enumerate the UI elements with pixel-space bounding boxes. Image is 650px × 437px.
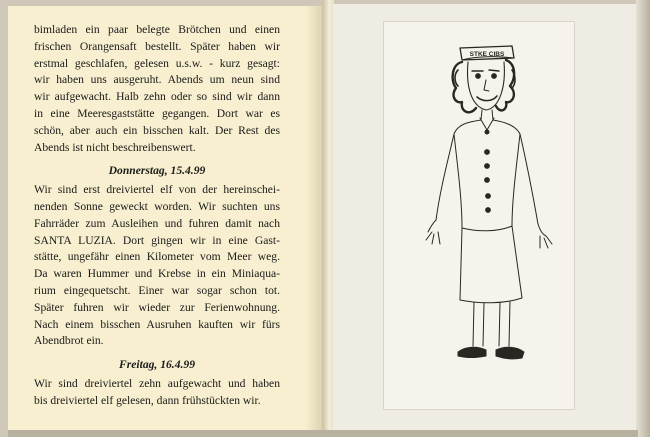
text-line: bis dreiviertel elf gelesen, dann frühstückten wir. xyxy=(34,393,261,407)
entry-date-heading: Donnerstag, 15.4.99 xyxy=(108,164,206,178)
text-line: Wir sind erst dreiviertel elf von der hereinschei- xyxy=(34,183,280,197)
text-line: SANTA LUZIA. Dort gingen wir in eine Gast- xyxy=(34,233,280,247)
text-line: bimladen ein paar belegte Brötchen und einen xyxy=(34,23,280,36)
text-line: Nach einem bisschen Ausruhen kauften wir fürs xyxy=(34,317,280,331)
text-line: nenden Sonne geweckt worden. Wir suchten uns xyxy=(34,199,280,213)
text-line: wir haben uns ausgeruht. Abends um neun sind xyxy=(34,73,280,87)
text-line: frischen Orangensaft bestellt. Später haben wir xyxy=(34,39,280,53)
text-line: erstmal geschlafen, gelesen u.s.w. - kurz gesagt: xyxy=(34,56,280,70)
cap-label: STKE CIBS xyxy=(469,51,505,58)
text-line: Fahrräder zum Ausleihen und fuhren damit nach xyxy=(34,216,280,230)
text-line: Später fuhren wir wieder zur Ferienwohnung. xyxy=(34,300,280,314)
text-line: wir aufgewacht. Halb zehn oder so sind wir dann xyxy=(34,90,280,104)
text-line: stätte, ungefähr einen Kilometer vom Meer weg. xyxy=(34,250,280,264)
text-line: Da waren Hummer und Krebse in ein Miniaqua- xyxy=(34,267,280,281)
text-line: schön, aber auch ein bisschen kalt. Der Rest des xyxy=(34,123,280,137)
text-line: Abends ist nicht beschreibenswert. xyxy=(34,140,196,154)
text-line: rium eingequetscht. Einer war sogar schon tot. xyxy=(34,283,280,297)
entry-date-heading: Freitag, 16.4.99 xyxy=(118,358,195,372)
text-line: Abendbrot ein. xyxy=(34,334,104,348)
text-line: in eine Meeresgaststätte gegangen. Dort war es xyxy=(34,106,280,120)
text-line: Wir sind dreiviertel zehn aufgewacht und haben xyxy=(34,376,280,390)
